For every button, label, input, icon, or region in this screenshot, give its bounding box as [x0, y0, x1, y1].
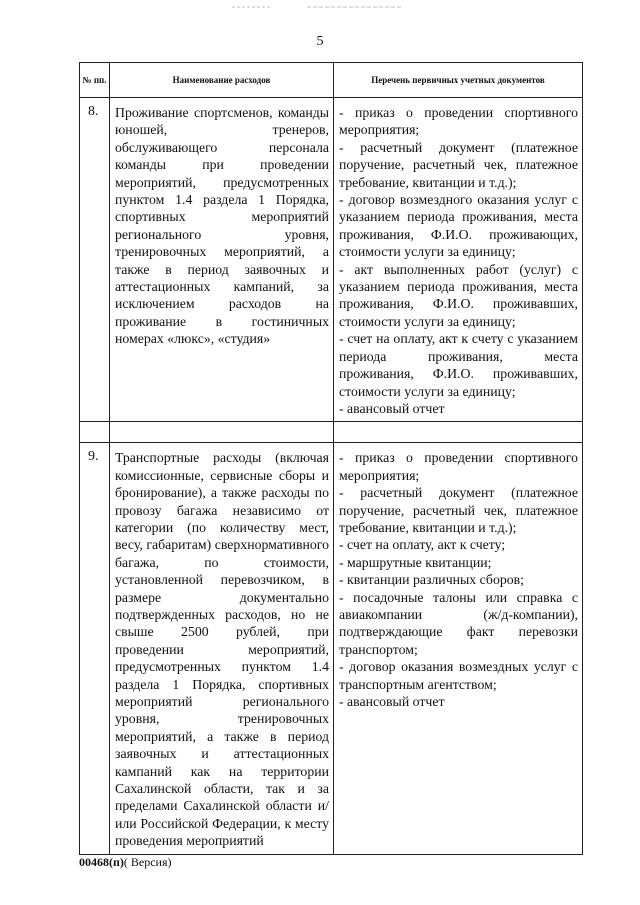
document-item: - посадочные талоны или справка с авиакомпании (ж/д-компании), подтверждающие факт перевозки транспортом; [339, 589, 578, 657]
page-number: 5 [316, 34, 324, 49]
document-item: - авансовый отчет [339, 694, 445, 709]
expenses-table [79, 62, 583, 855]
document-footer [79, 855, 172, 870]
expense-name: Транспортные расходы (включая комиссионные, сервисные сборы и бронирование), а также расходы по провозу багажа независимо от категории (по количеству мест, весу, габаритам) сверхнормативного багажа, по стоимости, установленной перевозчиком, в размере документально подтвержденных расходов, но не свыше 2500 рублей, при проведении мероприятий, предусмотренных пунктом 1.4 раздела 1 Порядка, спортивных мероприятий регионального уровня, тренировочных мероприятий, а также в период заявочных и аттестационных кампаний как на территории Сахалинской области, так и за пределами Сахалинской области и/или Российской Федерации, к месту проведения мероприятий [110, 443, 334, 854]
document-item: - расчетный документ (платежное поручение, расчетный чек, платежное требование, квитанции и т.д.); [339, 485, 578, 535]
header-primary-documents: Перечень первичных учетных документов [334, 63, 583, 98]
document-item: - счет на оплату, акт к счету с указанием периода проживания, места проживания, Ф.И.О. проживавших, стоимости услуги за единицу; [339, 331, 578, 399]
scan-artifact-marks [232, 4, 402, 10]
documents-list [334, 443, 583, 854]
document-item: - квитанции различных сборов; [339, 572, 524, 588]
document-item: - расчетный документ (платежное поручение, расчетный чек, платежное требование, квитанции и т.д.); [339, 139, 578, 190]
document-code: 00468(п) [79, 855, 124, 869]
header-no: № пп. [80, 63, 110, 98]
document-item: - приказ о проведении спортивного мероприятия; [339, 105, 578, 138]
row-number: 9. [80, 443, 110, 854]
table-row [80, 98, 583, 422]
expense-name: Проживание спортсменов, команды юношей, тренеров, обслуживающего персонала команды при проведении мероприятий, предусмотренных пунктом 1.4 раздела 1 Порядка, спортивных мероприятий регионального уровня, тренировочных мероприятий, а также в период заявочных и аттестационных кампаний, за исключением расходов на проживание в гостиничных номерах «люкс», «студия» [110, 98, 334, 422]
table-header-row [80, 63, 583, 98]
table-row [80, 443, 583, 854]
document-version: ( Версия) [123, 855, 172, 869]
document-item: - маршрутные квитанции; [339, 554, 492, 570]
document-item: - приказ о проведении спортивного мероприятия; [339, 450, 578, 483]
document-item: - счет на оплату, акт к счету; [339, 537, 506, 553]
row-number: 8. [80, 98, 110, 422]
documents-list [334, 98, 583, 422]
document-item: - договор возмездного оказания услуг с указанием периода проживания, места проживания, Ф.И.О. проживающих, стоимости услуги за единицу; [339, 192, 578, 260]
row-spacer [80, 422, 583, 443]
document-item: - авансовый отчет [339, 400, 445, 416]
document-item: - акт выполненных работ (услуг) с указанием периода проживания, места проживания, Ф.И.О. проживавших, стоимости услуги за единицу; [339, 261, 578, 329]
header-expense-name: Наименование расходов [110, 63, 334, 98]
document-item: - договор оказания возмездных услуг с транспортным агентством; [339, 659, 578, 692]
